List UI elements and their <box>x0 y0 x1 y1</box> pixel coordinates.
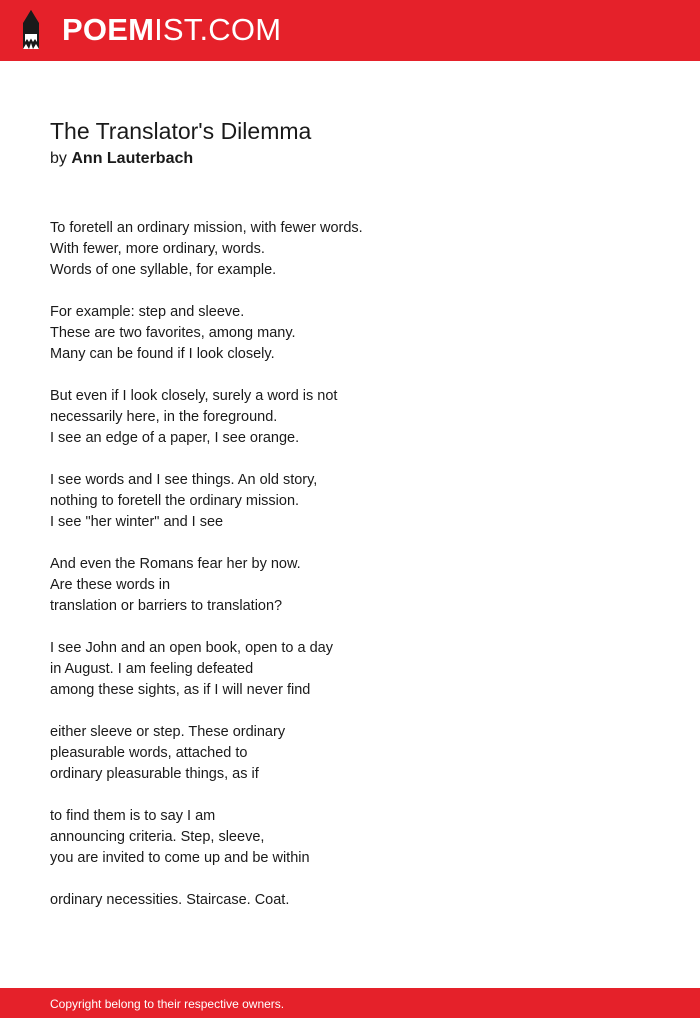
poem-line: I see "her winter" and I see <box>50 514 224 530</box>
poem-line: pleasurable words, attached to <box>50 745 248 761</box>
byline <box>50 148 193 170</box>
logo-bold-text: POEM <box>62 12 155 47</box>
poem-line: ordinary necessities. Staircase. Coat. <box>50 892 290 908</box>
pencil-icon <box>18 9 44 51</box>
stanza <box>50 302 650 365</box>
poem-line: Many can be found if I look closely. <box>50 346 275 362</box>
poem-line: I see words and I see things. An old story, <box>50 472 318 488</box>
stanza <box>50 806 650 869</box>
poem-line: among these sights, as if I will never find <box>50 682 311 698</box>
poem-line: Are these words in <box>50 577 171 593</box>
poem-line: nothing to foretell the ordinary mission. <box>50 493 300 509</box>
stanza <box>50 722 650 785</box>
poem-line: With fewer, more ordinary, words. <box>50 241 265 257</box>
poem-title: The Translator's Dilemma <box>50 118 312 144</box>
poem-line: in August. I am feeling defeated <box>50 661 254 677</box>
poem-line: And even the Romans fear her by now. <box>50 556 301 572</box>
poem-line: Words of one syllable, for example. <box>50 262 277 278</box>
stanza <box>50 554 650 617</box>
poem-line: These are two favorites, among many. <box>50 325 296 341</box>
stanza <box>50 890 650 911</box>
author-name: Ann Lauterbach <box>71 150 194 167</box>
poem-line: I see an edge of a paper, I see orange. <box>50 430 300 446</box>
poem-line: To foretell an ordinary mission, with fewer words. <box>50 220 363 236</box>
logo-light-text: IST.COM <box>154 12 282 47</box>
site-logo[interactable] <box>62 12 281 48</box>
poem-body <box>50 218 650 932</box>
stanza <box>50 386 650 449</box>
poem-line: For example: step and sleeve. <box>50 304 245 320</box>
stanza <box>50 638 650 701</box>
poem-line: either sleeve or step. These ordinary <box>50 724 286 740</box>
poem-line: announcing criteria. Step, sleeve, <box>50 829 265 845</box>
poem-line: translation or barriers to translation? <box>50 598 283 614</box>
poem-line: to find them is to say I am <box>50 808 216 824</box>
site-footer <box>0 988 700 1018</box>
stanza <box>50 470 650 533</box>
stanza <box>50 218 650 281</box>
poem-line: I see John and an open book, open to a day <box>50 640 333 656</box>
poem-line: ordinary pleasurable things, as if <box>50 766 259 782</box>
poem-line: you are invited to come up and be within <box>50 850 310 866</box>
poem-line: necessarily here, in the foreground. <box>50 409 278 425</box>
site-header <box>0 0 700 61</box>
copyright-notice: Copyright belong to their respective owners. <box>50 997 285 1011</box>
poem-line: But even if I look closely, surely a word is not <box>50 388 338 404</box>
by-label: by <box>50 150 67 167</box>
